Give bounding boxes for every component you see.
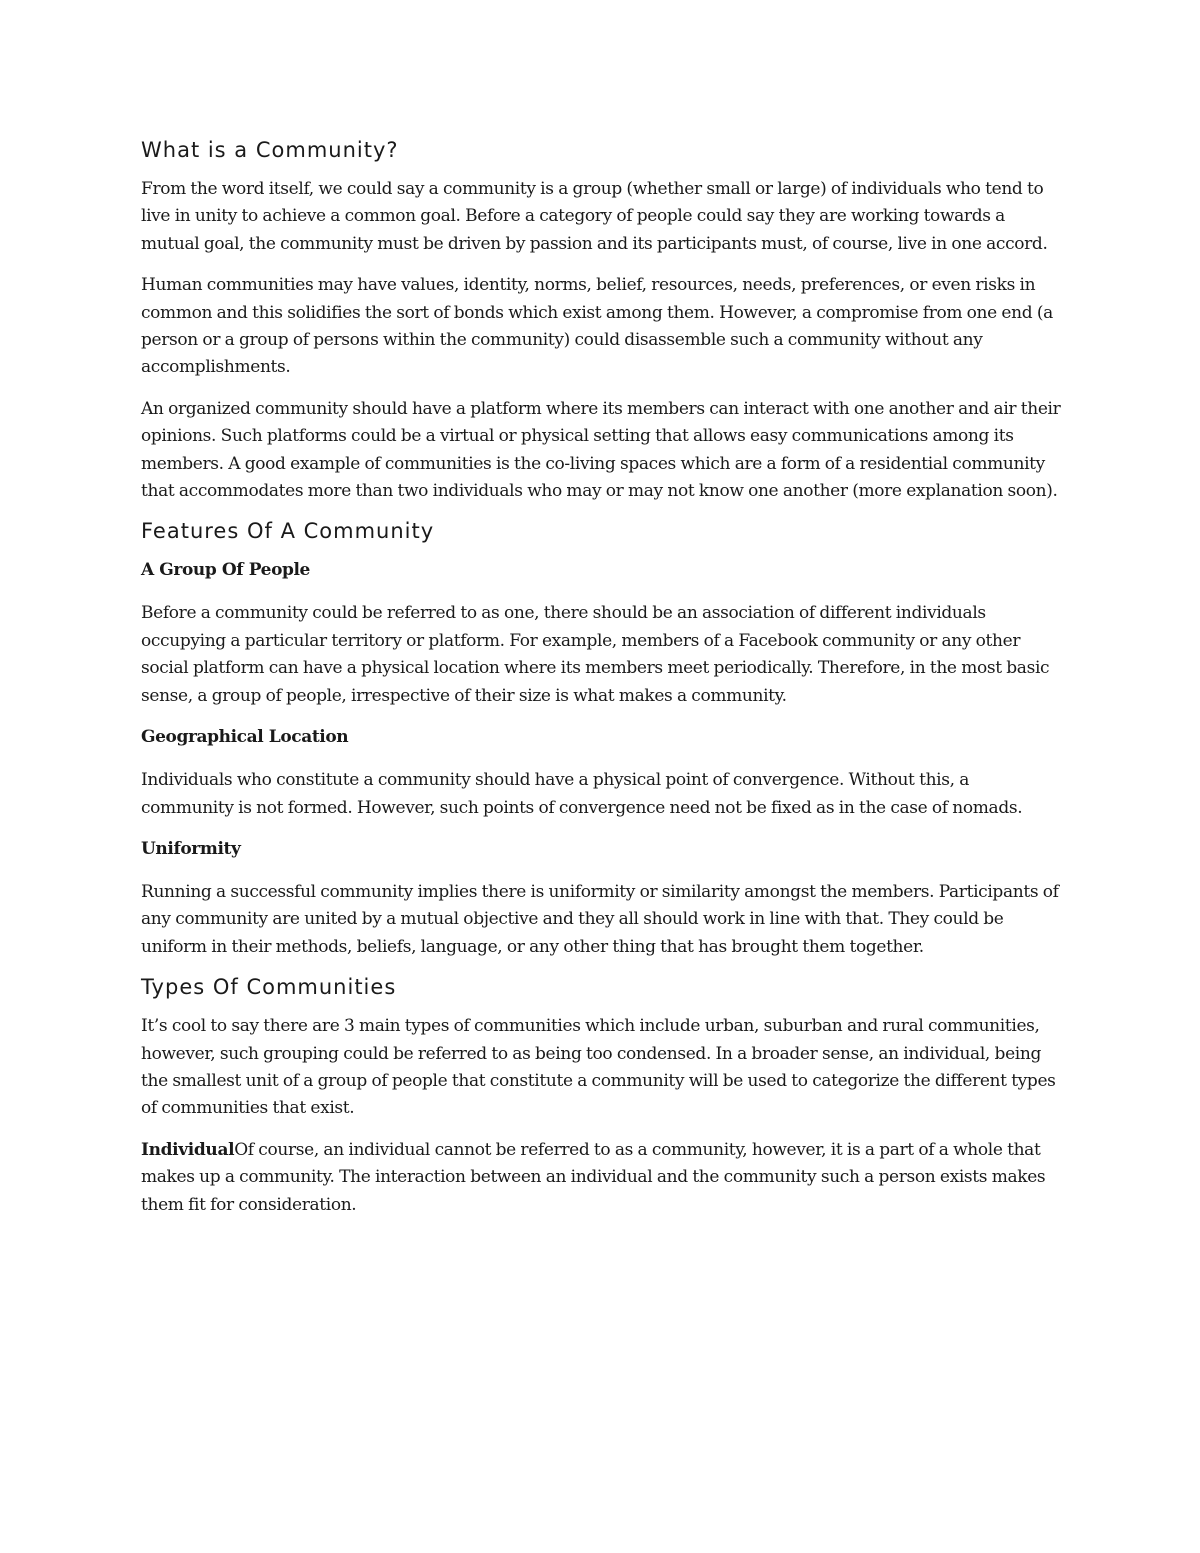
types-intro-paragraph: It’s cool to say there are 3 main types of communities which include urban, suburban and rural communities, however, such grouping could be referred to as being too condensed. In a broader sense, an individual, being the smallest unit of a group of people that constitute a community will be used to categorize the different types of communities that exist. — [141, 1016, 1056, 1119]
intro-paragraph-2: Human communities may have values, identity, norms, belief, resources, needs, preferences, or even risks in common and this solidifies the sort of bonds which exist among them. However, a compromise from one end (a person or a group of persons within the community) could disassemble such a community without any accomplishments. — [141, 275, 1053, 378]
individual-label: Individual — [141, 1139, 235, 1160]
individual-paragraph — [141, 1137, 1066, 1219]
individual-text: Of course, an individual cannot be referred to as a community, however, it is a part of a whole that makes up a community. The interaction between an individual and the community such a person exists makes them fit for consideration. — [141, 1139, 1046, 1215]
feature-title-uniformity: Uniformity — [141, 838, 241, 859]
intro-paragraph-1: From the word itself, we could say a community is a group (whether small or large) of individuals who tend to live in unity to achieve a common goal. Before a category of people could say they are working towards a mutual goal, the community must be driven by passion and its participants must, of course, live in one accord. — [141, 179, 1048, 254]
feature-title-geographical-location: Geographical Location — [141, 727, 349, 748]
feature-title-group-of-people: A Group Of People — [141, 560, 310, 581]
feature-text-geographical-location: Individuals who constitute a community should have a physical point of convergence. Without this, a community is not formed. However, such points of convergence need not be fixed as in the case of nomads. — [141, 770, 1023, 818]
intro-paragraph-3: An organized community should have a platform where its members can interact with one another and air their opinions. Such platforms could be a virtual or physical setting that allows easy communications among its members. A good example of communities is the co-living spaces which are a form of a residential community that accommodates more than two individuals who may or may not know one another (more explanation soon). — [141, 398, 1061, 502]
feature-text-uniformity: Running a successful community implies there is uniformity or similarity amongst the members. Participants of any community are united by a mutual objective and they all should work in line with that. They could be uniform in their methods, beliefs, language, or any other thing that has brought them together. — [141, 881, 1059, 957]
heading-what-is-community: What is a Community? — [141, 138, 399, 162]
feature-text-group-of-people: Before a community could be referred to as one, there should be an association of different individuals occupying a particular territory or platform. For example, members of a Facebook community or any other social platform can have a physical location where its members meet periodically. Therefore, in the most basic sense, a group of people, irrespective of their size is what makes a community. — [141, 603, 1050, 706]
heading-types: Types Of Communities — [141, 975, 397, 1000]
document-page — [141, 138, 1066, 1233]
heading-features: Features Of A Community — [141, 519, 435, 544]
